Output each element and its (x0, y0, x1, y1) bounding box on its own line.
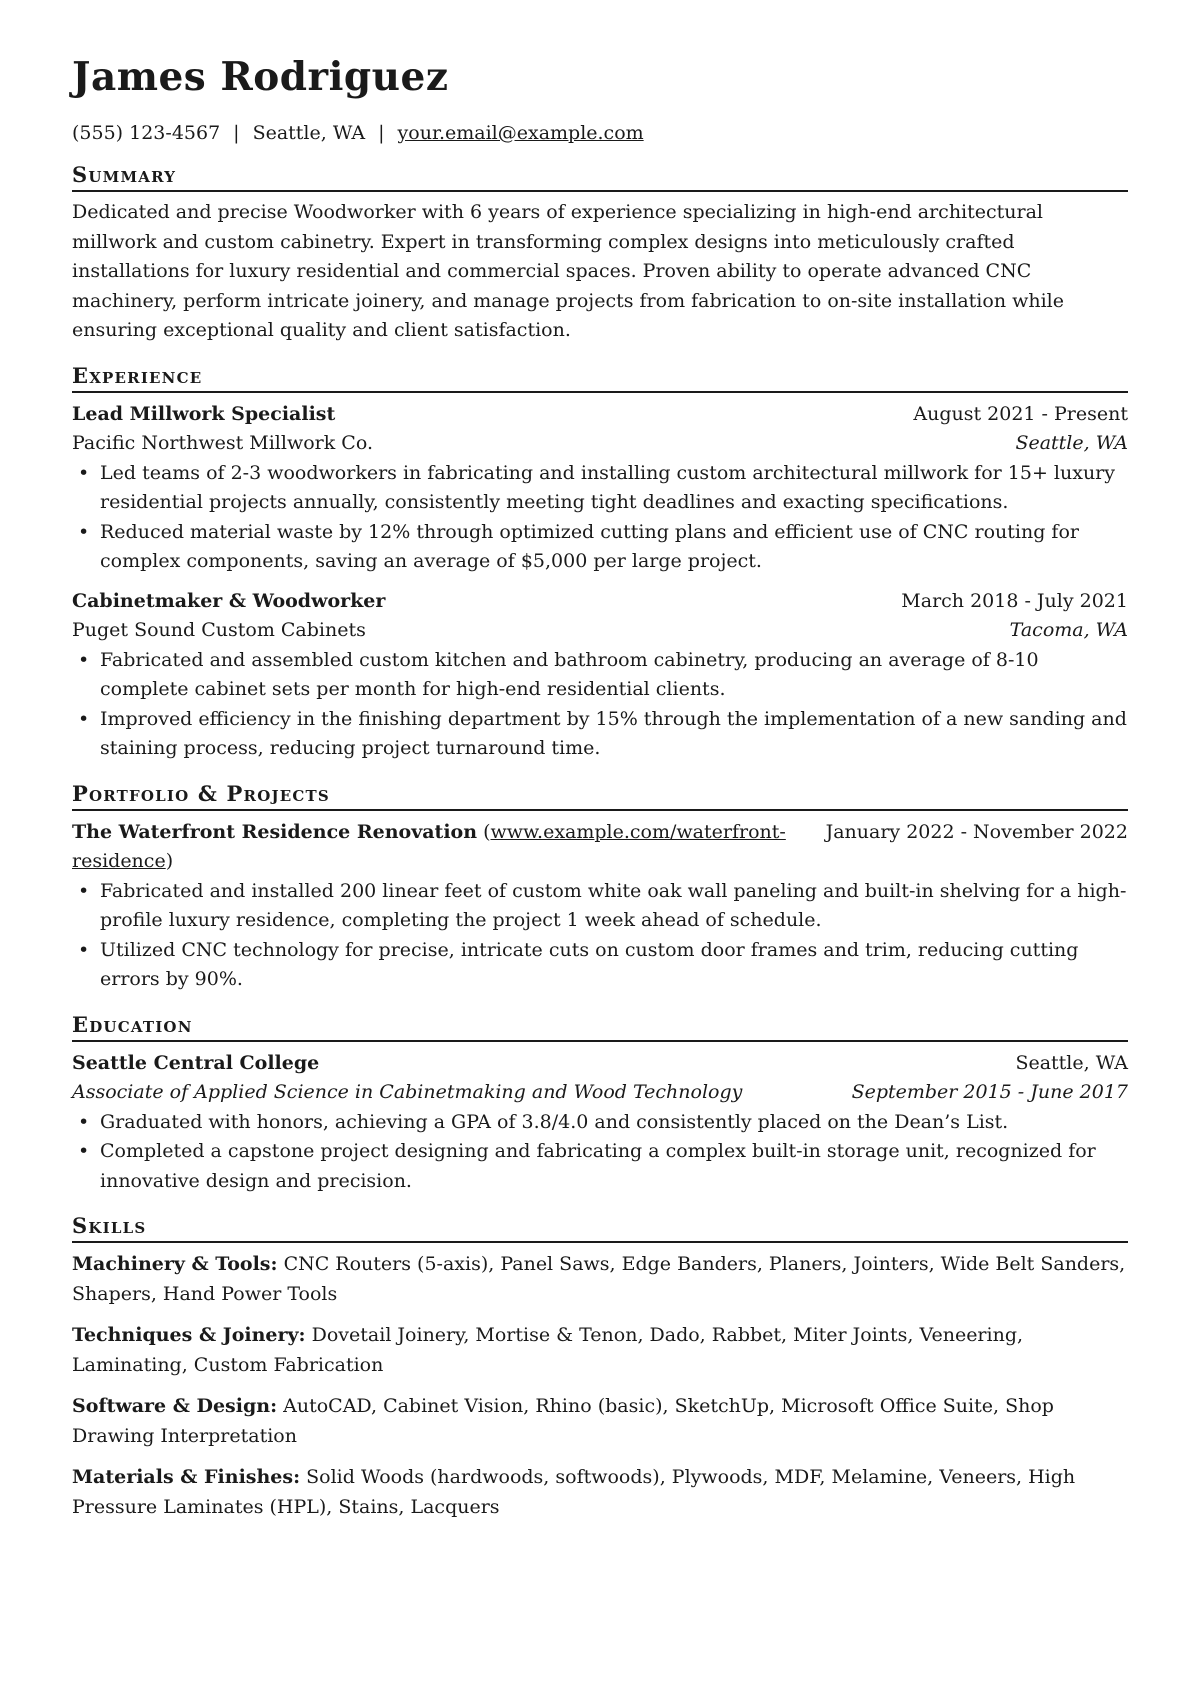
bullet-item: • Fabricated and installed 200 linear feet of custom white oak wall paneling and built-in shelving for a high-profile luxury residence, completing the project 1 week ahead of schedule. (72, 877, 1128, 936)
bullet-item: • Fabricated and assembled custom kitchen and bathroom cabinetry, producing an average of 8-10 complete cabinet sets per month for high-end residential clients. (72, 646, 1128, 705)
education-heading: Education (72, 1013, 1128, 1042)
project-bullets (72, 877, 1128, 995)
job-bullets (72, 459, 1128, 577)
job-header (72, 587, 1128, 617)
project-link[interactable]: www.example.com/waterfront-residence (72, 820, 786, 872)
portfolio-heading: Portfolio & Projects (72, 782, 1128, 811)
job-subheader (72, 429, 1128, 459)
skill-label: Machinery & Tools: (72, 1253, 278, 1275)
skill-text: CNC Routers (5-axis), Panel Saws, Edge Banders, Planers, Jointers, Wide Belt Sanders, Shapers, Hand Power Tools (72, 1253, 1126, 1305)
skill-label: Materials & Finishes: (72, 1466, 301, 1488)
job-entry (72, 400, 1128, 577)
project-dates: January 2022 - November 2022 (825, 820, 1128, 843)
education-dates: September 2015 - June 2017 (851, 1081, 1128, 1103)
job-role: Lead Millwork Specialist (72, 402, 336, 425)
education-subheader (72, 1078, 1128, 1108)
job-entry (72, 587, 1128, 764)
project-header: January 2022 - November 2022 The Waterfront Residence Renovation (www.example.com/waterfront-residence) (72, 818, 1128, 877)
experience-heading: Experience (72, 364, 1128, 393)
skill-group (72, 1250, 1128, 1309)
location-text: Seattle, WA (252, 122, 366, 144)
bullet-item: • Graduated with honors, achieving a GPA of 3.8/4.0 and consistently placed on the Dean’s List. (72, 1108, 1128, 1138)
school-name: Seattle Central College (72, 1051, 320, 1074)
job-dates: August 2021 - Present (913, 402, 1128, 425)
contact-separator: | (233, 122, 240, 144)
education-section (72, 1013, 1128, 1197)
project-name: The Waterfront Residence Renovation (72, 820, 478, 843)
job-dates: March 2018 - July 2021 (901, 589, 1128, 612)
job-company: Puget Sound Custom Cabinets (72, 619, 366, 641)
skill-label: Software & Design: (72, 1395, 278, 1417)
experience-section (72, 364, 1128, 764)
job-subheader (72, 616, 1128, 646)
job-bullets (72, 646, 1128, 764)
skill-text: AutoCAD, Cabinet Vision, Rhino (basic), SketchUp, Microsoft Office Suite, Shop Drawing Interpretation (72, 1395, 1054, 1447)
degree-name: Associate of Applied Science in Cabinetmaking and Wood Technology (72, 1081, 743, 1103)
job-company: Pacific Northwest Millwork Co. (72, 432, 373, 454)
school-location: Seattle, WA (1015, 1051, 1128, 1074)
summary-section (72, 163, 1128, 346)
bullet-item: • Led teams of 2-3 woodworkers in fabricating and installing custom architectural millwork for 15+ luxury residential projects annually, consistently meeting tight deadlines and exacting specifications. (72, 459, 1128, 518)
skill-group (72, 1392, 1128, 1451)
education-header (72, 1049, 1128, 1079)
job-role: Cabinetmaker & Woodworker (72, 589, 386, 612)
skill-text: Solid Woods (hardwoods, softwoods), Plywoods, MDF, Melamine, Veneers, High Pressure Laminates (HPL), Stains, Lacquers (72, 1466, 1076, 1518)
skill-group (72, 1321, 1128, 1380)
resume-page (72, 54, 1128, 1522)
job-header (72, 400, 1128, 430)
job-location: Seattle, WA (1015, 432, 1128, 454)
bullet-item: • Completed a capstone project designing and fabricating a complex built-in storage unit, recognized for innovative design and precision. (72, 1137, 1128, 1196)
job-location: Tacoma, WA (1009, 619, 1128, 641)
contact-separator: | (378, 122, 385, 144)
skill-text: Dovetail Joinery, Mortise & Tenon, Dado, Rabbet, Miter Joints, Veneering, Laminating, Custom Fabrication (72, 1324, 1024, 1376)
summary-text: Dedicated and precise Woodworker with 6 years of experience specializing in high-end architectural millwork and custom cabinetry. Expert in transforming complex designs into meticulously crafted installations for luxury residential and commercial spaces. Proven ability to operate advanced CNC machinery, perform intricate joinery, and manage projects from fabrication to on-site installation while ensuring exceptional quality and client satisfaction. (72, 201, 1064, 341)
skill-group (72, 1463, 1128, 1522)
education-entry (72, 1049, 1128, 1197)
education-bullets (72, 1108, 1128, 1197)
summary-heading: Summary (72, 163, 1128, 192)
skills-section (72, 1214, 1128, 1522)
portfolio-section (72, 782, 1128, 995)
bullet-item: • Reduced material waste by 12% through optimized cutting plans and efficient use of CNC routing for complex components, saving an average of $5,000 per large project. (72, 518, 1128, 577)
email-link[interactable]: your.email@example.com (397, 122, 644, 144)
bullet-item: • Utilized CNC technology for precise, intricate cuts on custom door frames and trim, reducing cutting errors by 90%. (72, 936, 1128, 995)
skill-label: Techniques & Joinery: (72, 1324, 306, 1346)
skills-heading: Skills (72, 1214, 1128, 1243)
contact-line (72, 121, 1128, 145)
bullet-item: • Improved efficiency in the finishing department by 15% through the implementation of a new sanding and staining process, reducing project turnaround time. (72, 705, 1128, 764)
phone-number: (555) 123-4567 (72, 122, 221, 144)
candidate-name: James Rodriguez (72, 54, 449, 100)
